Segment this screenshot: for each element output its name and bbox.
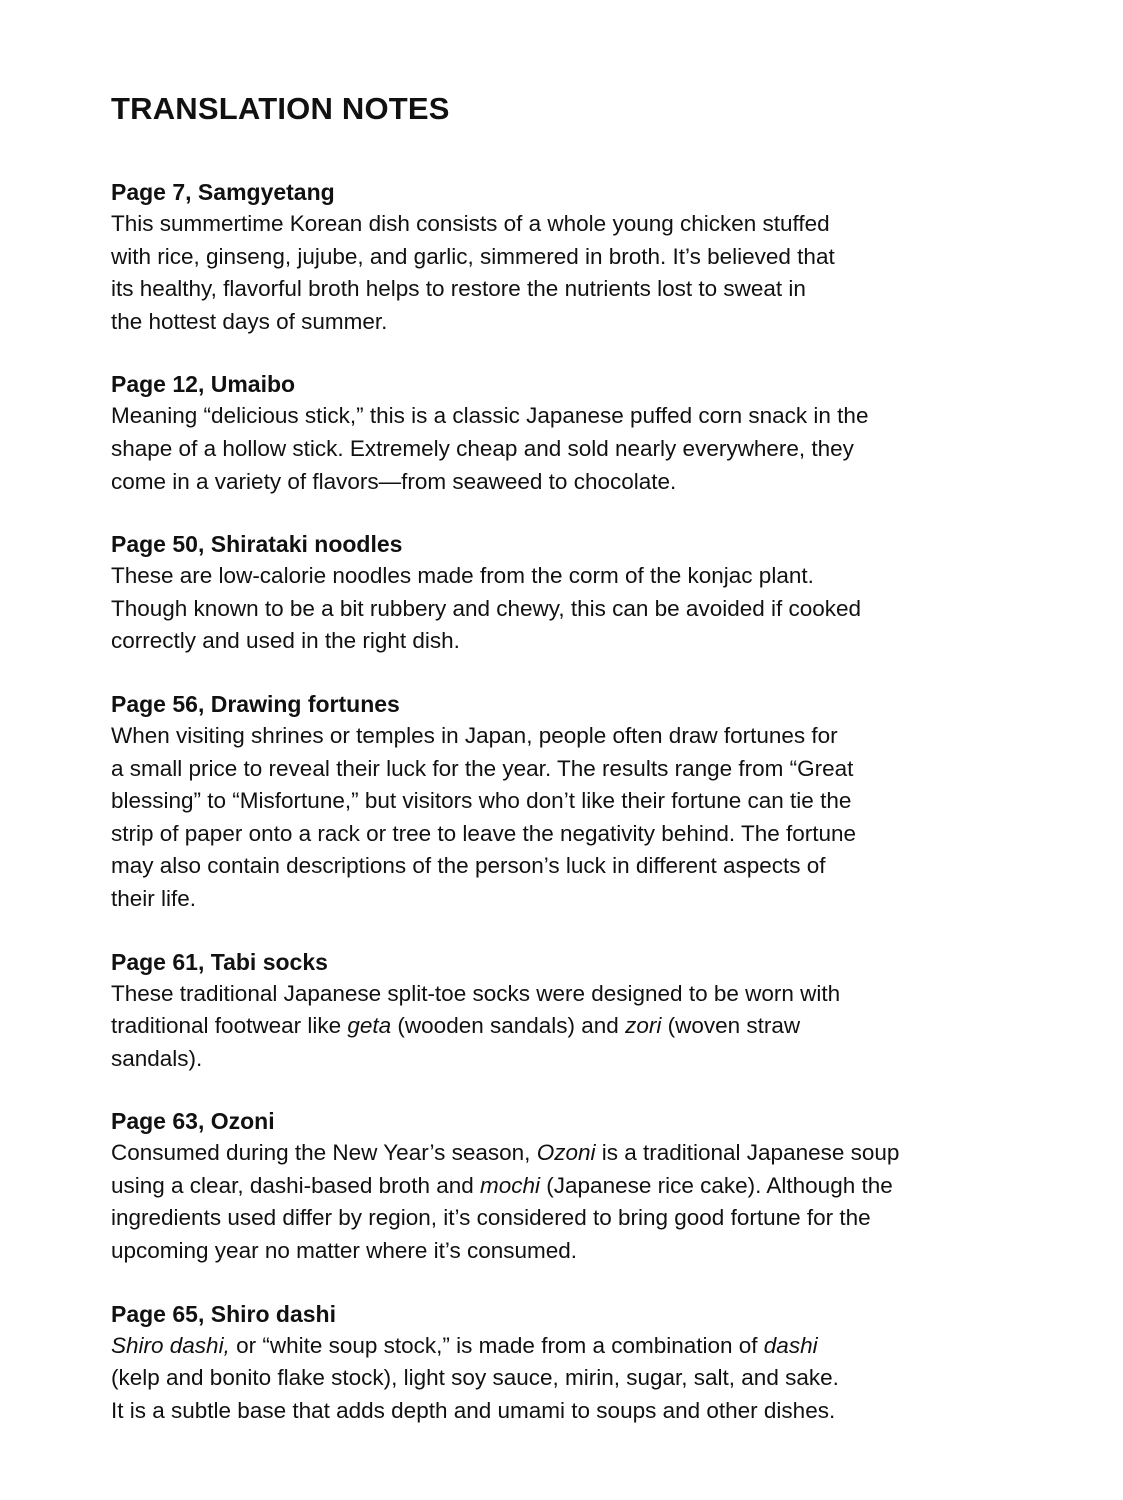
italic-term: geta	[347, 1013, 392, 1039]
note-body	[111, 978, 1051, 1076]
note-body	[111, 208, 1051, 338]
translation-note	[111, 368, 1051, 498]
notes-list	[111, 176, 1051, 1427]
note-body	[111, 400, 1051, 498]
translation-note	[111, 688, 1051, 916]
note-heading: Page 12, Umaibo	[111, 371, 296, 398]
note-heading: Page 61, Tabi socks	[111, 948, 328, 975]
note-body	[111, 720, 1051, 916]
italic-term: dashi	[763, 1332, 818, 1358]
translation-note	[111, 1105, 1051, 1267]
note-heading: Page 65, Shiro dashi	[111, 1300, 336, 1327]
note-heading: Page 50, Shirataki noodles	[111, 531, 403, 558]
note-text: (Japanese rice cake). Although the ingredients used differ by region, it’s considered to bring good fortune for the upcoming year no matter where it’s consumed.	[111, 1172, 893, 1264]
note-text: These are low-calorie noodles made from the corm of the konjac plant. Though known to be a bit rubbery and chewy, this can be avoided if cooked correctly and used in the right dish.	[111, 563, 862, 654]
note-text: (wooden sandals) and	[391, 1013, 626, 1039]
translation-note	[111, 946, 1051, 1076]
page-title: TRANSLATION NOTES	[111, 91, 450, 126]
note-text: This summertime Korean dish consists of a whole young chicken stuffed with rice, ginseng, jujube, and garlic, simmered in broth. It’s believed that its healthy, flavorful broth helps to restore the nutrients lost to sweat in the hottest days of summer.	[111, 211, 835, 334]
translation-note	[111, 1298, 1051, 1428]
italic-term: mochi	[480, 1172, 541, 1198]
note-text: These traditional Japanese split-toe socks were designed to be worn with traditional footwear like	[111, 980, 841, 1039]
italic-term: zori	[625, 1013, 662, 1039]
note-body	[111, 560, 1051, 658]
note-text: Meaning “delicious stick,” this is a classic Japanese puffed corn snack in the shape of a hollow stick. Extremely cheap and sold nearly everywhere, they come in a variety of flavors—from seaweed to chocolate.	[111, 403, 869, 494]
note-heading: Page 63, Ozoni	[111, 1108, 275, 1135]
note-text: (kelp and bonito flake stock), light soy sauce, mirin, sugar, salt, and sake. It is a subtle base that adds depth and umami to soups and other dishes.	[111, 1365, 839, 1423]
note-body	[111, 1137, 1051, 1267]
note-heading: Page 56, Drawing fortunes	[111, 690, 400, 717]
note-text: is a traditional Japanese soup using a clear, dashi-based broth and	[111, 1140, 900, 1198]
note-body	[111, 1330, 1051, 1428]
italic-term: Shiro dashi,	[111, 1332, 230, 1358]
document-page	[111, 88, 1051, 1457]
note-text: When visiting shrines or temples in Japan, people often draw fortunes for a small price to reveal their luck for the year. The results range from “Great blessing” to “Misfortune,” but visitors who don’t like their fortune can tie the strip of paper onto a rack or tree to leave the negativity behind. The fortune may also contain descriptions of the person’s luck in different aspects of their life.	[111, 722, 857, 911]
note-text: or “white soup stock,” is made from a combination of	[229, 1332, 764, 1358]
note-heading: Page 7, Samgyetang	[111, 179, 335, 205]
note-text: Consumed during the New Year’s season,	[111, 1140, 537, 1166]
italic-term: Ozoni	[536, 1140, 596, 1166]
note-text: (woven straw sandals).	[111, 1013, 801, 1071]
translation-note	[111, 528, 1051, 658]
translation-note	[111, 176, 1051, 338]
